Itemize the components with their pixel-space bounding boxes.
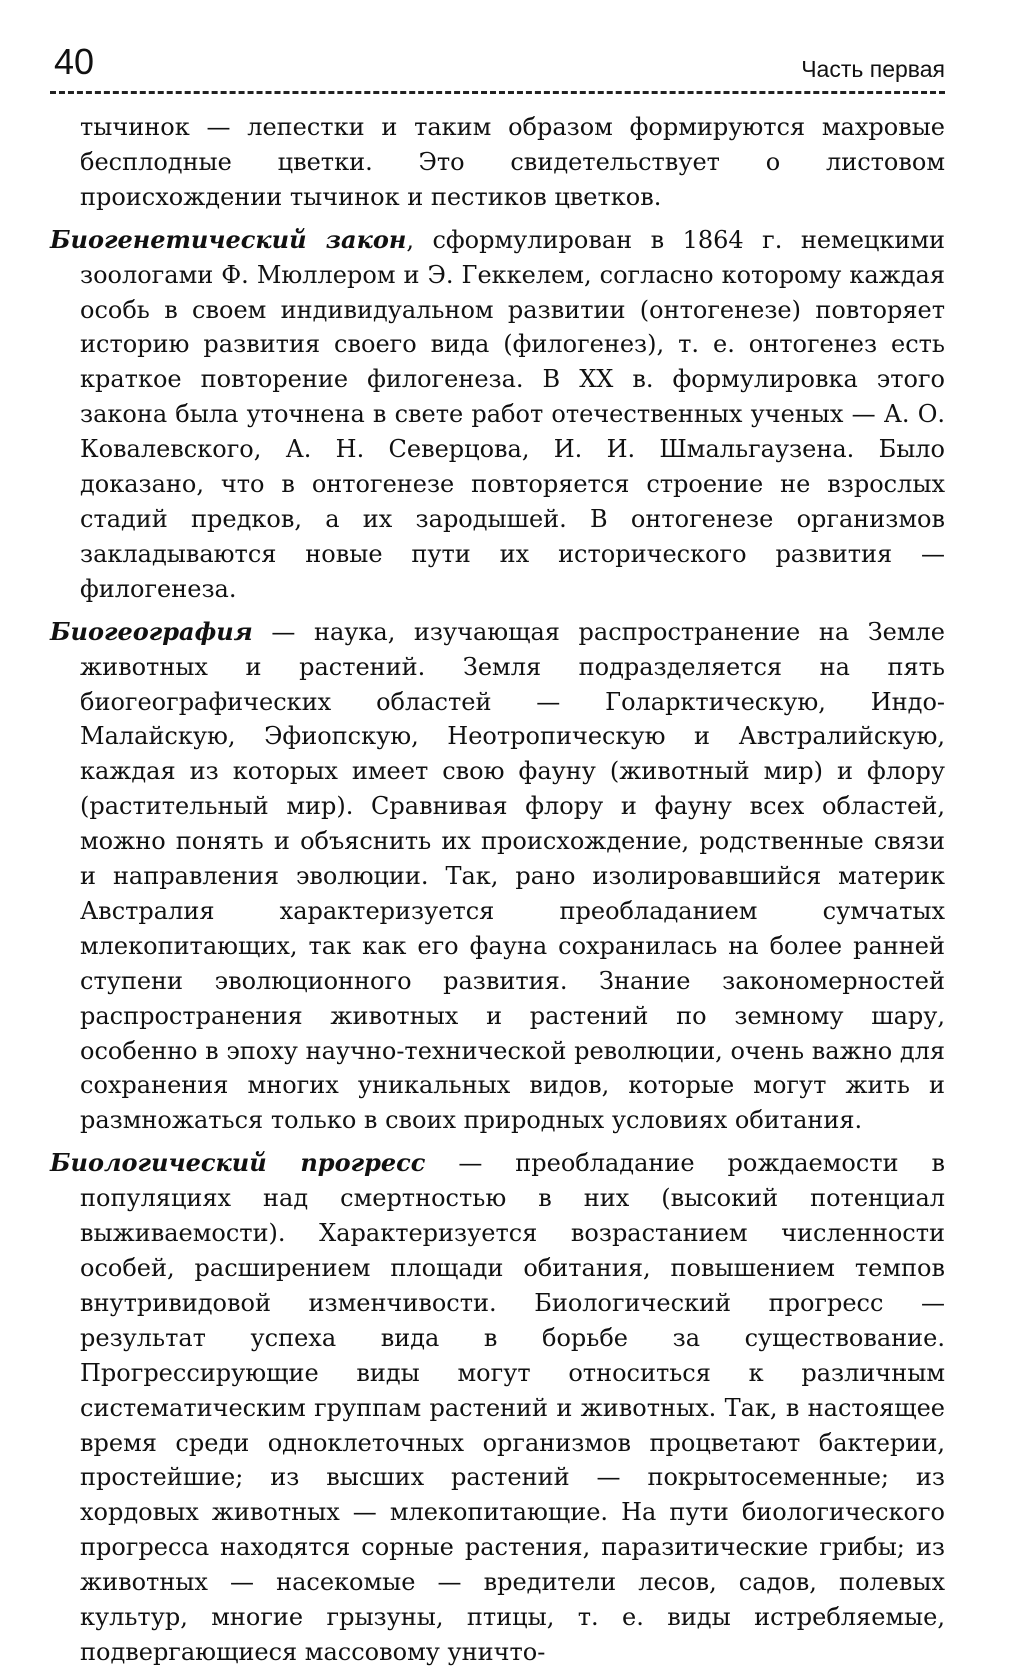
page-body bbox=[50, 110, 945, 1678]
page-header bbox=[50, 38, 945, 94]
entry-definition: , сформулирован в 1864 г. немецкими зоологами Ф. Мюллером и Э. Геккелем, согласно которому каждая особь в своем индивидуальном развитии (онтогенезе) повторяет историю развития своего вида (филогенез), т. е. онтогенез есть краткое повторение филогенеза. В XX в. формулировка этого закона была уточнена в свете работ отечественных ученых — А. О. Ковалевского, А. Н. Северцова, И. И. Шмальгаузена. Было доказано, что в онтогенезе повторяется строение не взрослых стадий предков, а их зародышей. В онтогенезе организмов закладываются новые пути их исторического развития — филогенеза. bbox=[80, 225, 945, 603]
entry-term: Биогеография bbox=[50, 616, 253, 646]
header-divider bbox=[50, 91, 945, 94]
entry-biological-progress bbox=[50, 1146, 945, 1670]
running-head: Часть первая bbox=[801, 56, 945, 82]
entry-term: Биологический прогресс bbox=[50, 1148, 426, 1178]
continuation-paragraph bbox=[50, 110, 945, 215]
entry-biogenetic-law bbox=[50, 223, 945, 607]
entry-term: Биогенетический закон bbox=[50, 224, 407, 254]
entry-definition: — наука, изучающая распространение на Земле животных и растений. Земля подразделяется на пять биогеографических областей — Голарктическую, Индо-Малайскую, Эфиопскую, Неотропическую и Австралийскую, каждая из которых имеет свою фауну (животный мир) и флору (растительный мир). Сравнивая флору и фауну всех областей, можно понять и объяснить их происхождение, родственные связи и направления эволюции. Так, рано изолировавшийся материк Австралия характеризуется преобладанием сумчатых млекопитающих, так как его фауна сохранилась на более ранней ступени эволюционного развития. Знание закономерностей распространения животных и растений по земному шару, особенно в эпоху научно-технической революции, очень важно для сохранения многих уникальных видов, которые могут жить и размножаться только в своих природных условиях обитания. bbox=[80, 617, 945, 1135]
entry-definition: — преобладание рождаемости в популяциях над смертностью в них (высокий потенциал выживаемости). Характеризуется возрастанием численности особей, расширением площади обитания, повышением темпов внутривидовой изменчивости. Биологический прогресс — результат успеха вида в борьбе за существование. Прогрессирующие виды могут относиться к различным систематическим группам растений и животных. Так, в настоящее время среди одноклеточных организмов процветают бактерии, простейшие; из высших растений — покрытосеменные; из хордовых животных — млекопитающие. На пути биологического прогресса находятся сорные растения, паразитические грибы; из животных — насекомые — вредители лесов, садов, полевых культур, многие грызуны, птицы, т. е. виды истребляемые, подвергающиеся массовому уничто- bbox=[80, 1149, 945, 1666]
entry-biogeography bbox=[50, 615, 945, 1139]
continuation-text: тычинок — лепестки и таким образом формируются махровые бесплодные цветки. Это свидетельствует о листовом происхождении тычинок и пестиков цветков. bbox=[80, 113, 945, 211]
page-number: 40 bbox=[54, 41, 95, 82]
